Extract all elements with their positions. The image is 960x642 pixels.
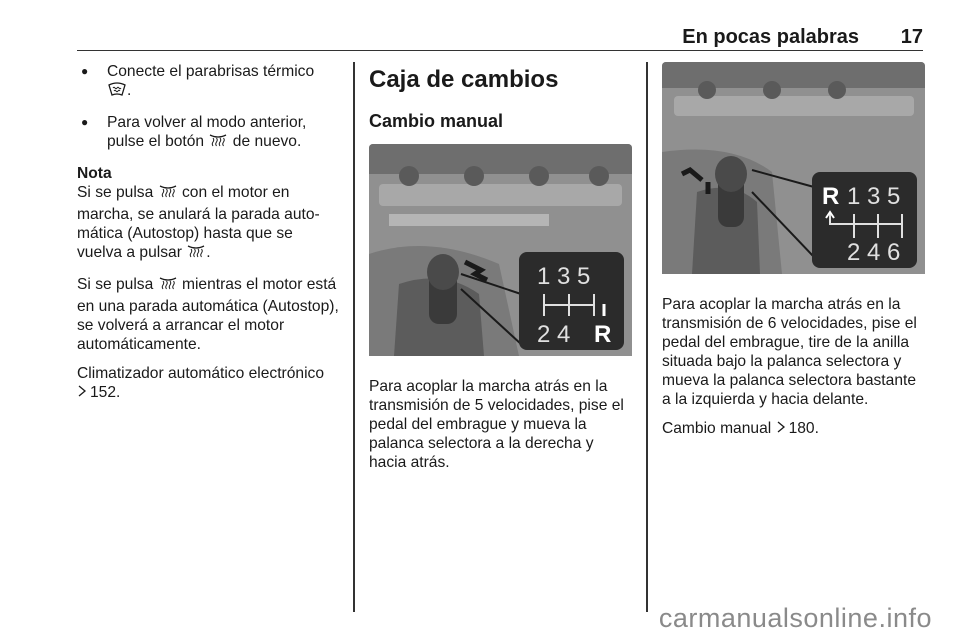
rear-defrost-icon (186, 244, 206, 265)
xref-page: 180. (788, 420, 819, 437)
bullet-text-end: de nuevo. (232, 133, 302, 150)
gear-bottom-labels: 2 4 (537, 321, 571, 348)
note-text: mientras el motor está en una parada automática (Autostop), se volverá a arrancar el motor automáticamente. (77, 276, 339, 353)
subsection-heading: Cambio manual (369, 111, 504, 131)
rear-defrost-icon (208, 133, 228, 154)
bullet-item (77, 113, 342, 154)
note-text: Si se pulsa (77, 184, 154, 201)
figure-caption: Para acoplar la marcha atrás en la transmisión de 5 velocidades, pise el pedal del embrague y mueva la palanca selectora a la derecha y hacia atrás. (369, 378, 624, 471)
gear-top-labels: 1 3 5 (537, 263, 591, 290)
section-heading: Caja de cambios (369, 66, 559, 93)
rear-defrost-icon (158, 276, 178, 297)
windscreen-heat-icon (107, 82, 127, 103)
column-1 (77, 62, 342, 412)
figure-caption: Para acoplar la marcha atrás en la transmisión de 6 velocidades, pise el pedal del embrague, tire de la anilla situada bajo la palanca selectora y mueva la palanca selectora bastante a la izquierda y hacia delante. (662, 296, 917, 408)
gearshift-6-speed-figure (662, 62, 925, 279)
gear-bottom-labels: 2 4 6 (847, 239, 901, 266)
xref-arrow-icon (77, 383, 87, 402)
section-title: En pocas palabras (682, 26, 859, 48)
note-title: Nota (77, 165, 112, 182)
note-paragraph (77, 275, 342, 354)
rear-defrost-icon (158, 184, 178, 205)
note-text: Si se pulsa (77, 276, 154, 293)
column-divider (646, 62, 648, 612)
cross-reference[interactable] (662, 419, 927, 438)
bullet-text: Para volver al modo anterior, pulse el botón (107, 114, 307, 150)
gearshift-5-speed-figure (369, 144, 632, 361)
note-text: con el motor en marcha, se anulará la parada automática (Autostop) hasta que se vuelva a pulsar (77, 184, 320, 261)
note-text-end: . (206, 244, 211, 261)
page-header (77, 24, 923, 51)
xref-text: Cambio manual (662, 420, 772, 437)
note-paragraph (77, 183, 342, 265)
xref-page: 152. (90, 384, 121, 401)
bullet-item (77, 62, 342, 103)
gear-top-labels: 1 3 5 (847, 183, 901, 210)
gear-reverse-label: R (594, 321, 612, 348)
column-divider (353, 62, 355, 612)
xref-arrow-icon (776, 419, 786, 438)
xref-text: Climatizador automático electrónico (77, 365, 325, 382)
column-2 (369, 62, 634, 482)
bullet-text: Conecte el parabrisas térmico (107, 63, 315, 80)
watermark: carmanualsonline.info (658, 603, 932, 633)
cross-reference[interactable] (77, 364, 342, 402)
bullet-text-end: . (127, 82, 132, 99)
gear-reverse-label: R (822, 183, 840, 210)
column-3 (662, 62, 927, 448)
page-number: 17 (900, 26, 923, 48)
